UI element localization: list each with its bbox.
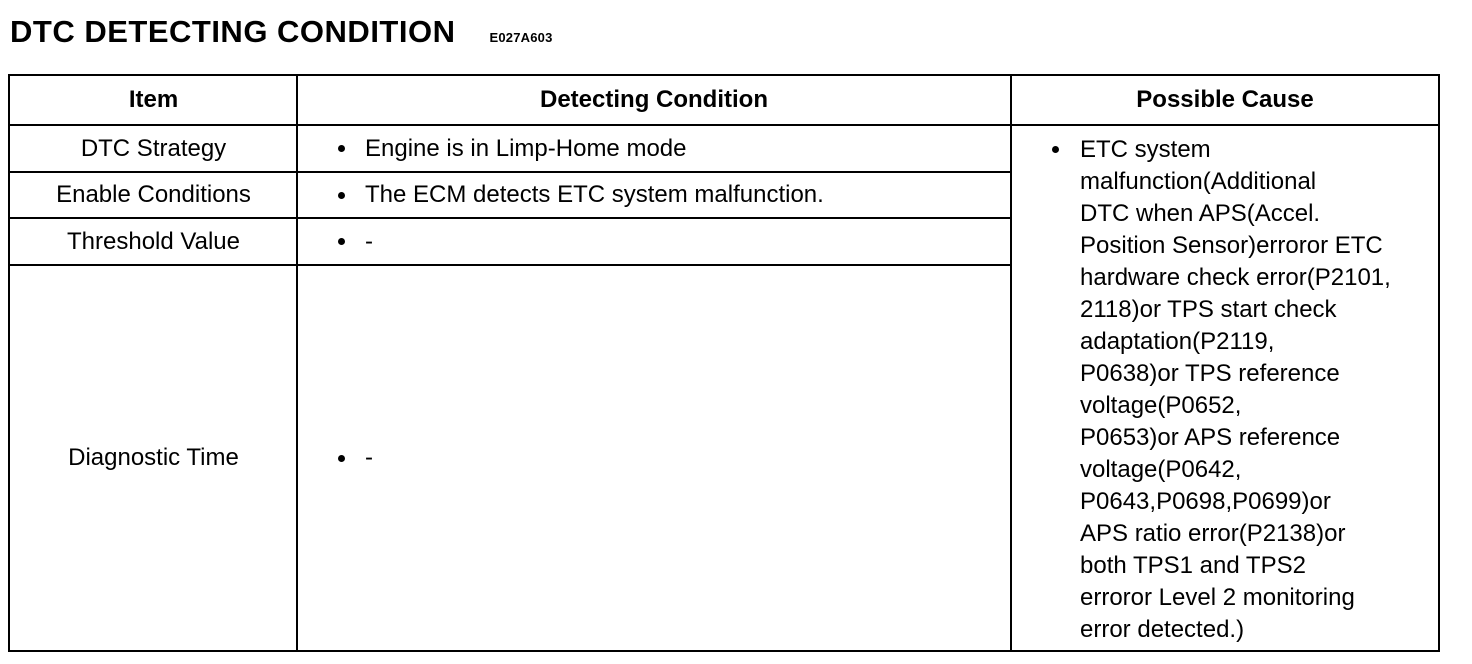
possible-cause-text: ETC system malfunction(Additional DTC when APS(Accel. Position Sensor)erroror ETC hardware check error(P2101, 2118)or TPS start check adaptation(P2119, P0638)or TPS reference voltage(P0652, P0653)or APS reference voltage(P0642, P0643,P0698,P0699)or APS ratio error(P2138)or both TPS1 and TPS2 erroror Level 2 monitoring error detected.) [1080, 136, 1391, 643]
title-row [10, 14, 553, 50]
column-divider-2 [1010, 76, 1012, 650]
condition-text: - [365, 227, 373, 255]
bullet-icon [1052, 146, 1059, 153]
bullet-icon [338, 455, 345, 462]
document-code: E027A603 [489, 30, 553, 45]
row-threshold-value-item: Threshold Value [67, 227, 240, 255]
row-enable-conditions-condition [298, 173, 1010, 217]
header-possible-cause: Possible Cause [1136, 86, 1314, 113]
bullet-icon [338, 238, 345, 245]
row-dtc-strategy-condition [298, 126, 1010, 171]
bullet-icon [338, 145, 345, 152]
condition-text: - [365, 444, 373, 471]
row-diagnostic-time-item: Diagnostic Time [68, 444, 239, 471]
row-dtc-strategy-item: DTC Strategy [80, 134, 227, 162]
bullet-icon [338, 192, 345, 199]
page-title: DTC DETECTING CONDITION [10, 14, 456, 49]
dtc-condition-table [8, 74, 1440, 652]
possible-cause-cell [1014, 126, 1438, 650]
condition-text: Engine is in Limp-Home mode [365, 134, 687, 162]
row-enable-conditions-item: Enable Conditions [56, 181, 251, 208]
condition-text: The ECM detects ETC system malfunction. [365, 181, 824, 208]
header-item: Item [128, 86, 179, 113]
table-grid [10, 76, 1438, 650]
row-diagnostic-time-condition [298, 266, 1010, 650]
header-detecting-condition: Detecting Condition [540, 86, 768, 113]
row-threshold-value-condition [298, 219, 1010, 264]
